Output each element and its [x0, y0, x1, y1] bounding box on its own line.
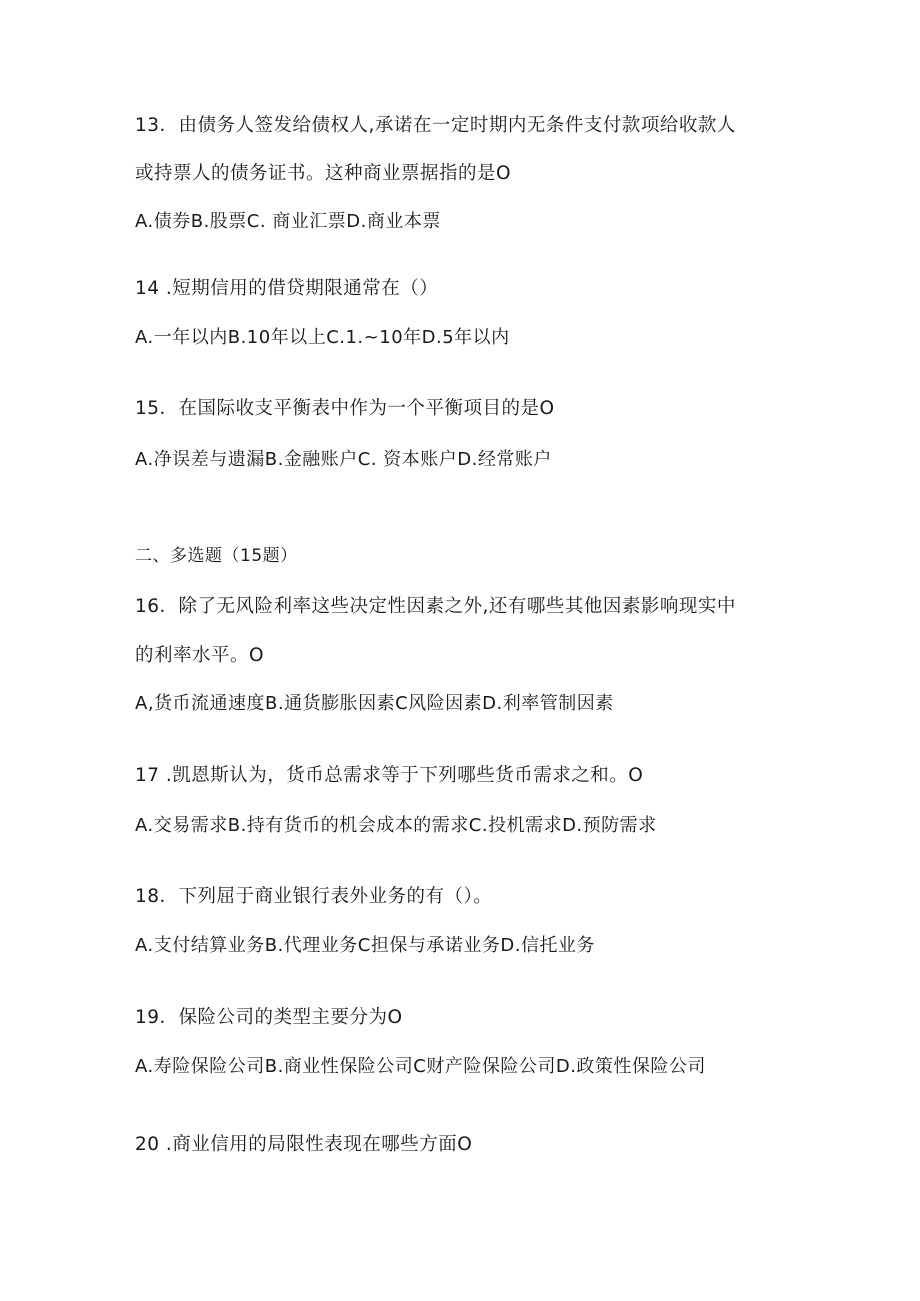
- section-title: 二、多选题（15题）: [135, 546, 298, 566]
- question-20-text: 20 .商业信用的局限性表现在哪些方面O: [135, 1134, 473, 1155]
- question-14-text: 14 .短期信用的借贷期限通常在（）: [135, 278, 439, 299]
- question-13-options: A.债券B.股票C. 商业汇票D.商业本票: [135, 211, 441, 232]
- question-19-options: A.寿险保险公司B.商业性保险公司C财产险保险公司D.政策性保险公司: [135, 1056, 706, 1077]
- question-13-text-line-1: 13．由债务人签发给债权人,承诺在一定时期内无条件支付款项给收款人: [135, 115, 736, 136]
- question-17-options: A.交易需求B.持有货币的机会成本的需求C.投机需求D.预防需求: [135, 815, 657, 836]
- question-18-text: 18．下列屈于商业银行表外业务的有（）。: [135, 886, 493, 907]
- question-18-options: A.支付结算业务B.代理业务C担保与承诺业务D.信托业务: [135, 935, 595, 956]
- question-16-text-line-1: 16．除了无风险利率这些决定性因素之外,还有哪些其他因素影响现实中: [135, 596, 736, 617]
- question-15-text: 15．在国际收支平衡表中作为一个平衡项目的是O: [135, 398, 555, 419]
- question-15-options: A.净误差与遗漏B.金融账户C. 资本账户D.经常账户: [135, 449, 552, 470]
- question-13-text-line-2: 或持票人的债务证书。这种商业票据指的是O: [135, 163, 512, 184]
- question-16-options: A,货币流通速度B.通货膨胀因素C风险因素D.利率管制因素: [135, 693, 614, 714]
- question-17-text: 17 .凯恩斯认为，货币总需求等于下列哪些货币需求之和。O: [135, 765, 644, 786]
- question-14-options: A.一年以内B.10年以上C.1.~10年D.5年以内: [135, 327, 510, 348]
- question-16-text-line-2: 的利率水平。O: [135, 645, 265, 666]
- question-19-text: 19．保险公司的类型主要分为O: [135, 1007, 403, 1028]
